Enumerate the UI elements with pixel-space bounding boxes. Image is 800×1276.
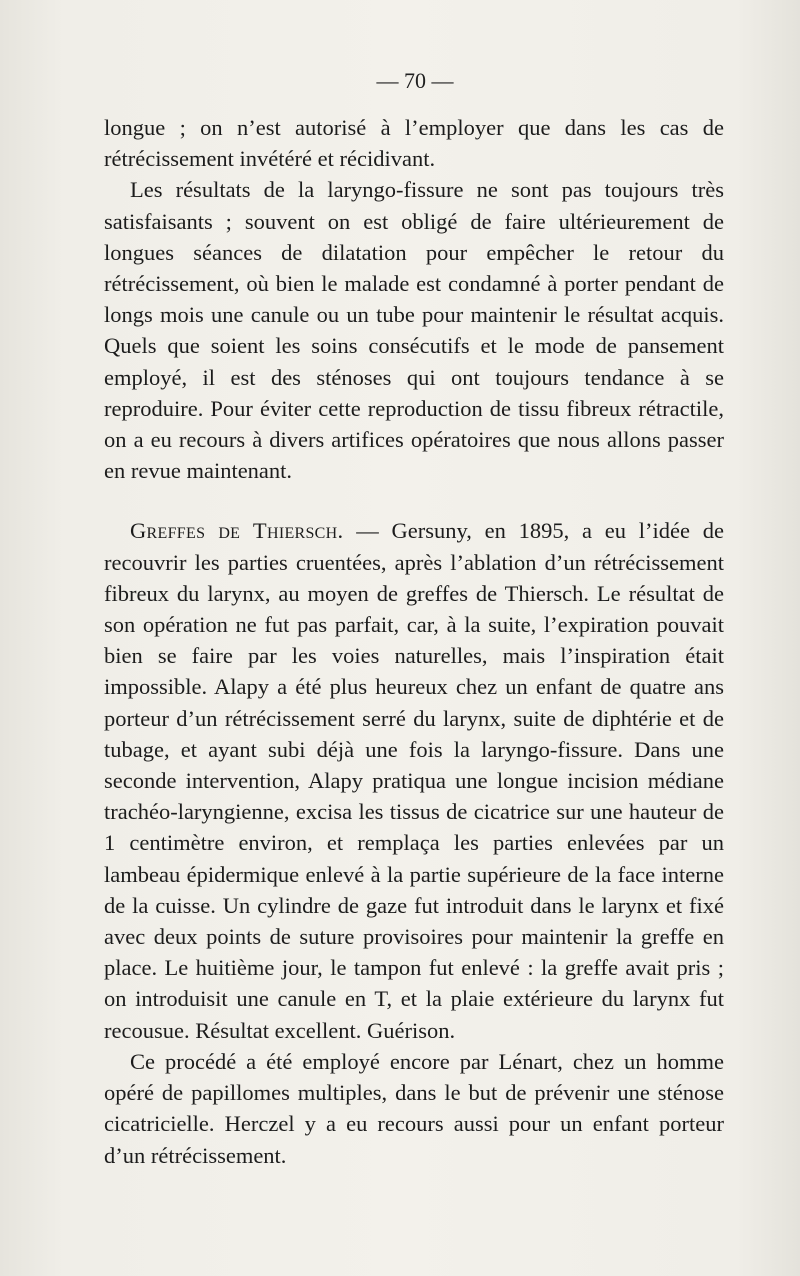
paragraph-4: Ce procédé a été employé encore par Lénart, chez un homme opéré de papillomes multiples, dans le but de prévenir une sténose cicatricielle. Herczel y a eu recours aussi pour un enfant porteur d’un rétrécissement.: [104, 1048, 724, 1168]
paragraph-1: longue ; on n’est autorisé à l’employer que dans les cas de rétrécissement invétéré et récidivant.: [104, 115, 724, 172]
paragraph-3: [104, 515, 724, 1045]
page-number: — 70 —: [376, 68, 454, 93]
section-heading: Greffes de Thiersch.: [130, 518, 344, 544]
paragraph-2: Les résultats de la laryngo-fissure ne sont pas toujours très satisfaisants ; souvent on est obligé de faire ultérieurement de longues séances de dilatation pour empêcher le retour du rétrécissement, où bien le malade est condamné à porter pendant de longs mois une canule ou un tube pour maintenir le résultat acquis. Quels que soient les soins consécutifs et le mode de pansement employé, il est des sténoses qui ont toujours tendance à se reproduire. Pour éviter cette reproduction de tissu fibreux rétractile, on a eu recours à divers artifices opératoires que nous allons passer en revue maintenant.: [104, 177, 724, 484]
page-body: [104, 112, 724, 1171]
paragraph-3-text: — Gersuny, en 1895, a eu l’idée de recouvrir les parties cruentées, après l’ablation d’un rétrécissement fibreux du larynx, au moyen de greffes de Thiersch. Le résultat de son opération ne fut pas parfait, car, à la suite, l’expiration pouvait bien se faire par les voies naturelles, mais l’inspiration était impossible. Alapy a été plus heureux chez un enfant de quatre ans porteur d’un rétrécissement serré du larynx, suite de diphtérie et de tubage, et ayant subi déjà une fois la laryngo-fissure. Dans une seconde intervention, Alapy pratiqua une longue incision médiane trachéo-laryngienne, excisa les tissus de cicatrice sur une hauteur de 1 centimètre environ, et remplaça les parties enlevées par un lambeau épidermique enlevé à la partie supérieure de la face interne de la cuisse. Un cylindre de gaze fut introduit dans le larynx et fixé avec deux points de suture provisoires pour maintenir la greffe en place. Le huitième jour, le tampon fut enlevé : la greffe avait pris ; on introduisit une canule en T, et la plaie extérieure du larynx fut recousue. Résultat excellent. Guérison.: [104, 518, 724, 1043]
